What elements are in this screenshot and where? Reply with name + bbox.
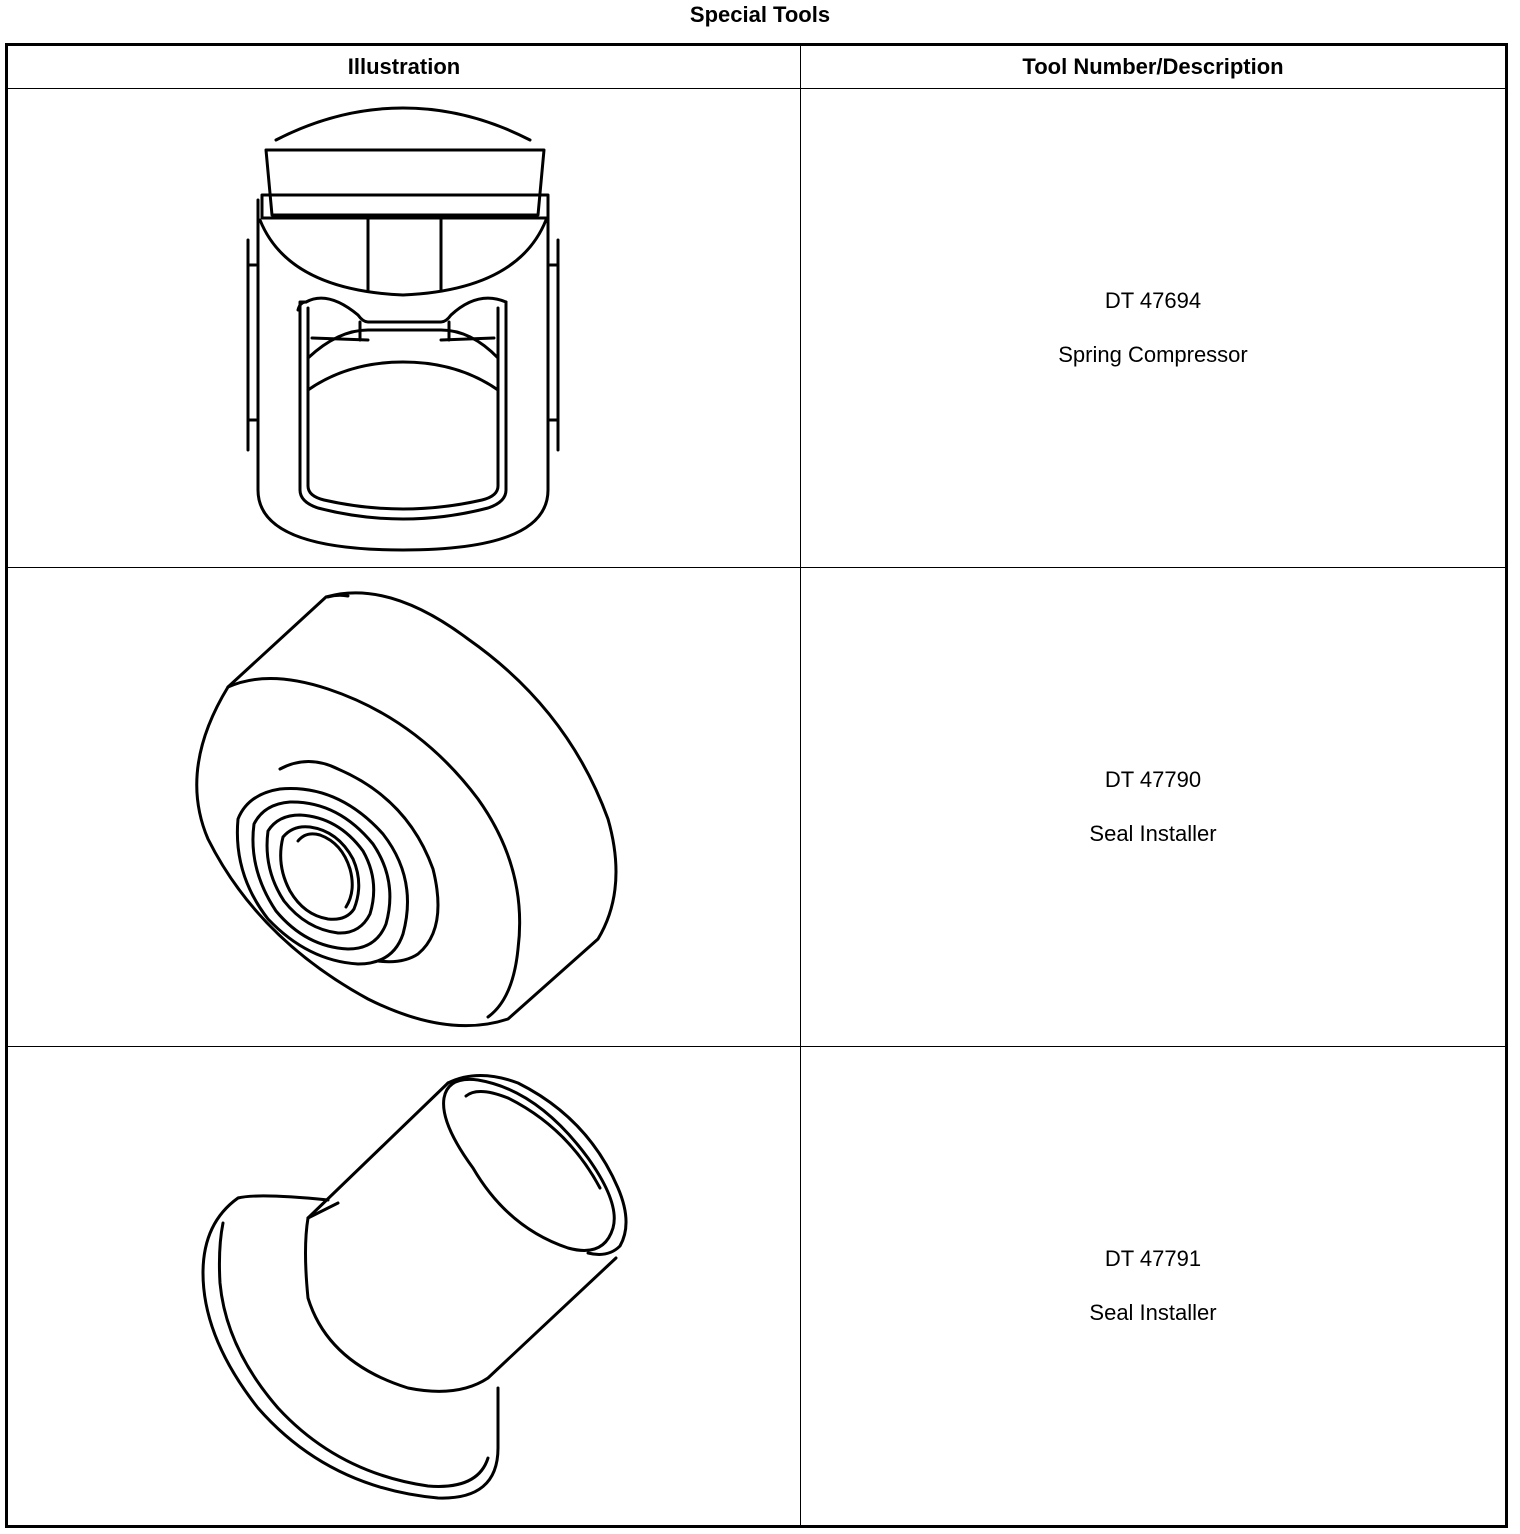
table-row (7, 1047, 1507, 1527)
table-row (7, 89, 1507, 568)
illustration-cell (7, 89, 801, 568)
tool-number: DT 47694 (1104, 288, 1202, 313)
tool-number: DT 47790 (1104, 767, 1202, 792)
seal-installer-plug-drawing (8, 1048, 800, 1524)
tool-description: Spring Compressor (1058, 342, 1248, 367)
tool-info-cell (801, 568, 1507, 1047)
table-row (7, 568, 1507, 1047)
spring-compressor-drawing (8, 90, 800, 566)
seal-installer-ring-drawing (8, 569, 800, 1045)
header-row (7, 45, 1507, 89)
page-title: Special Tools (689, 2, 831, 27)
illustration-cell (7, 1047, 801, 1527)
header-illustration: Illustration (7, 45, 801, 89)
illustration-cell (7, 568, 801, 1047)
special-tools-table (5, 43, 1508, 1528)
tool-info-cell (801, 89, 1507, 568)
tool-description: Seal Installer (1089, 821, 1217, 846)
tool-description: Seal Installer (1089, 1300, 1217, 1325)
tool-info-cell (801, 1047, 1507, 1527)
header-tool-number-description: Tool Number/Description (801, 45, 1507, 89)
tool-number: DT 47791 (1104, 1246, 1202, 1271)
